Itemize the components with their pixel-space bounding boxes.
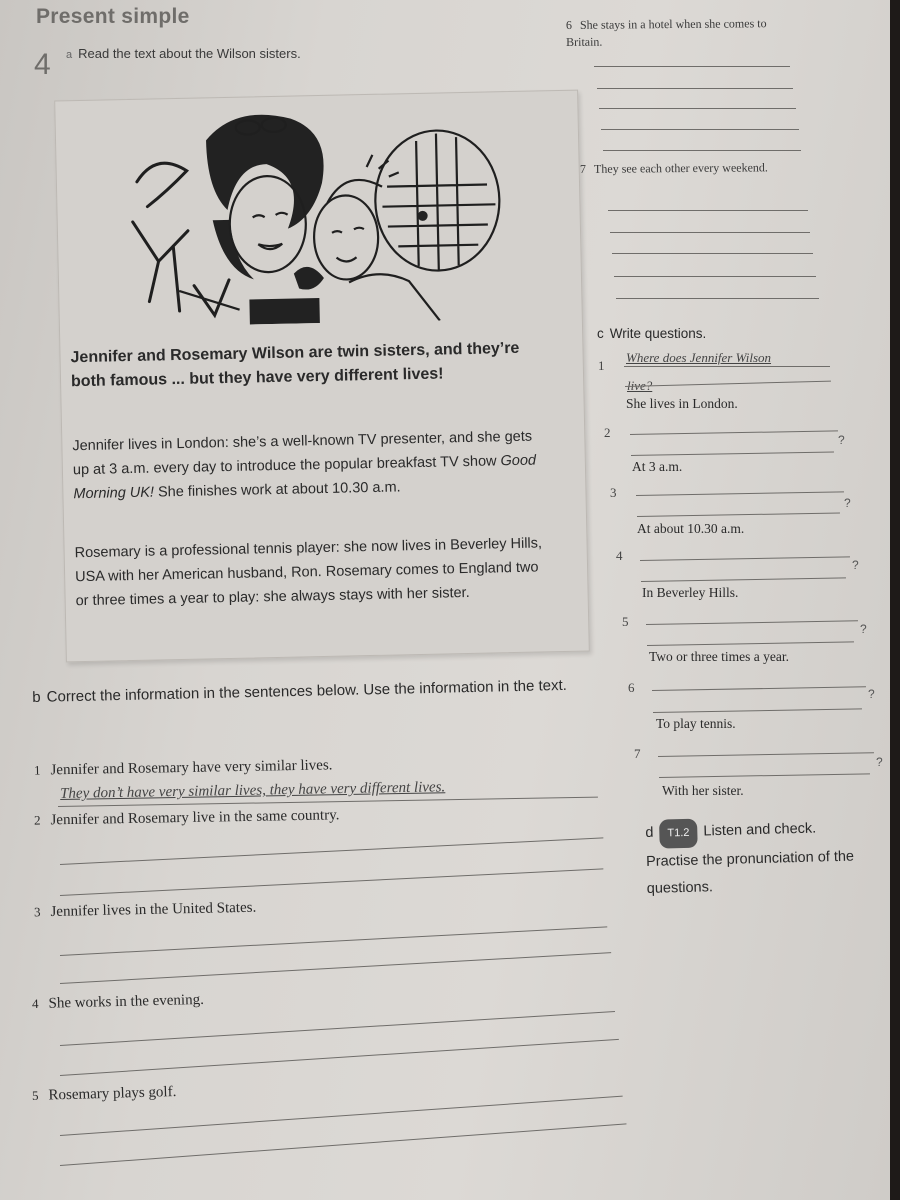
tv-show-title: Good Morning UK! (73, 452, 537, 503)
part-d-letter: d (645, 824, 654, 841)
answer-text: Two or three times a year. (649, 649, 790, 664)
answer-line[interactable] (60, 1039, 619, 1076)
question-input-line[interactable] (636, 491, 844, 496)
answer-line[interactable] (601, 129, 799, 130)
paragraph-jennifer-part1: Jennifer lives in London: she’s a well-known TV presenter, and she gets up at 3 a.m. every day to introduce the popular breakfast TV show (72, 428, 533, 479)
answer-line[interactable] (624, 366, 830, 367)
answer-text: To play tennis. (656, 716, 736, 731)
answer-line[interactable] (60, 952, 611, 984)
item-number: 7 (579, 161, 587, 176)
right-item-6 (566, 15, 786, 51)
question-mark: ? (860, 622, 867, 636)
question-number: 5 (622, 614, 629, 629)
answer-line[interactable] (597, 88, 793, 89)
question-number: 2 (604, 425, 611, 440)
paragraph-jennifer (72, 424, 543, 506)
question-mark: ? (838, 433, 845, 447)
question-input-line[interactable] (640, 556, 850, 561)
sentence-number: 2 (33, 812, 41, 828)
example-question-line1: Where does Jennifer Wilson (626, 350, 772, 365)
paragraph-rosemary: Rosemary is a professional tennis player: she now lives in Beverley Hills, USA with her American husband, Ron. Rosemary comes to England two or three times a year to play: she always stays with her sister. (74, 535, 543, 610)
part-d-instruction (645, 813, 890, 903)
example-question-line2: live? (627, 378, 653, 393)
sentence-3 (34, 900, 257, 922)
text-headline: Jennifer and Rosemary Wilson are twin sisters, and they’re both famous ... but they have very different lives! (70, 339, 520, 391)
question-input-line[interactable] (641, 577, 846, 582)
part-a-letter: a (66, 49, 73, 61)
part-c-text: Write questions. (609, 326, 707, 341)
answer-line[interactable] (614, 276, 816, 277)
sentence-number: 4 (31, 995, 39, 1012)
question-number: 4 (616, 548, 623, 563)
answer-line[interactable] (60, 1011, 615, 1046)
sentence-5 (32, 1084, 177, 1105)
sentence-1 (34, 757, 333, 779)
question-number: 1 (598, 358, 605, 373)
item-text: She stays in a hotel when she comes to Britain. (566, 16, 767, 49)
section-title: Present simple (36, 5, 190, 28)
part-c-letter: c (597, 326, 604, 341)
question-input-line[interactable] (631, 451, 834, 456)
example-correction: They don’t have very similar lives, they have very different lives. (60, 779, 446, 802)
twin-sisters-illustration-icon (115, 104, 519, 327)
question-mark: ? (852, 558, 859, 572)
part-b-letter: b (32, 688, 41, 706)
question-input-line[interactable] (637, 512, 840, 517)
question-mark: ? (844, 496, 851, 510)
question-input-line[interactable] (647, 641, 854, 646)
sentence-text: She works in the evening. (48, 991, 205, 1012)
question-number: 3 (610, 485, 617, 500)
question-number: 7 (634, 746, 641, 761)
part-d-line2: Practise the pronunciation of the questions. (645, 848, 855, 897)
answer-line[interactable] (608, 210, 808, 211)
answer-line[interactable] (625, 381, 831, 387)
part-b-text: Correct the information in the sentences below. Use the information in the text. (46, 676, 568, 706)
sentence-text: Rosemary plays golf. (48, 1083, 177, 1104)
exercise-number: 4 (34, 48, 51, 81)
sentence-number: 5 (31, 1087, 39, 1104)
sentence-text: Jennifer and Rosemary have very similar lives. (50, 757, 333, 779)
answer-line[interactable] (612, 253, 813, 254)
question-input-line[interactable] (652, 686, 866, 691)
answer-text: In Beverley Hills. (642, 585, 739, 600)
answer-line[interactable] (603, 150, 801, 151)
answer-line[interactable] (616, 298, 819, 299)
question-input-line[interactable] (659, 773, 870, 778)
answer-text: At 3 a.m. (632, 459, 683, 474)
reading-text-box (54, 90, 590, 663)
answer-text: She lives in London. (626, 396, 738, 411)
question-number: 6 (628, 680, 635, 695)
sentence-number: 1 (33, 762, 41, 778)
question-input-line[interactable] (658, 752, 874, 757)
item-text: They see each other every weekend. (593, 160, 768, 176)
sentence-number: 3 (33, 904, 41, 920)
sentence-4 (32, 992, 204, 1013)
sentence-text: Jennifer and Rosemary live in the same country. (50, 807, 340, 829)
part-a-text: Read the text about the Wilson sisters. (78, 46, 301, 61)
part-a-instruction (66, 46, 301, 61)
question-input-line[interactable] (630, 430, 838, 435)
audio-track-badge[interactable]: T1.2 (659, 819, 698, 849)
part-b-instruction (32, 670, 603, 713)
answer-line[interactable] (594, 66, 790, 67)
answer-line[interactable] (599, 108, 796, 109)
answer-text: At about 10.30 a.m. (637, 521, 745, 536)
part-c-instruction (597, 326, 706, 341)
sentence-2 (34, 807, 340, 829)
sentence-text: Jennifer lives in the United States. (50, 899, 257, 920)
paragraph-jennifer-part2: She finishes work at about 10.30 a.m. (153, 479, 401, 501)
item-number: 6 (565, 17, 572, 32)
answer-text: With her sister. (662, 783, 744, 798)
part-d-line1: Listen and check. (703, 820, 817, 840)
answer-line[interactable] (610, 232, 810, 233)
question-input-line[interactable] (653, 708, 862, 713)
answer-line[interactable] (60, 837, 603, 865)
answer-line[interactable] (60, 926, 607, 956)
question-input-line[interactable] (646, 620, 858, 625)
right-item-7 (580, 159, 800, 178)
question-mark: ? (868, 687, 875, 701)
answer-line[interactable] (60, 868, 603, 896)
question-mark: ? (876, 755, 883, 769)
